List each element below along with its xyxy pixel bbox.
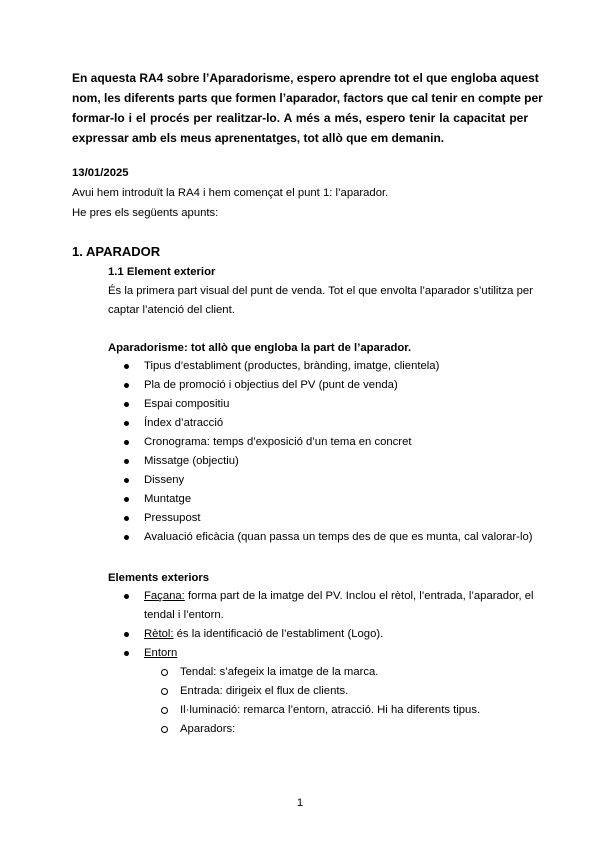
circle-bullet-icon (161, 669, 168, 676)
list-item: Missatge (objectiu) (144, 452, 533, 471)
bullet-icon (124, 440, 129, 445)
page-number: 1 (296, 797, 304, 809)
aparadorisme-list (144, 357, 533, 547)
bullet-icon (124, 478, 129, 483)
list-item: Pressupost (144, 509, 533, 528)
intro-line: expressar amb els meus aprenentatges, tot allò que em demanin. (72, 131, 445, 145)
aparadorisme-heading: Aparadorisme: tot allò que engloba la part de l’aparador. (108, 342, 412, 354)
list-item: Cronograma: temps d’exposició d’un tema en concret (144, 433, 533, 452)
circle-bullet-icon (161, 707, 168, 714)
bullet-icon (124, 535, 129, 540)
list-item: Tipus d’establiment (productes, brànding, imatge, clientela) (144, 357, 533, 376)
bullet-icon (124, 497, 129, 502)
list-item: Avaluació eficàcia (quan passa un temps des de que es munta, cal valorar-lo) (144, 528, 533, 547)
intro-line: nom, les diferents parts que formen l’aparador, factors que cal tenir en compte per (72, 91, 543, 105)
bullet-icon (124, 364, 129, 369)
list-item: Façana: forma part de la imatge del PV. Inclou el rètol, l’entrada, l’aparador, el (144, 587, 534, 606)
bullet-icon (124, 402, 129, 407)
list-item: Disseny (144, 471, 533, 490)
entry-line: Avui hem introduït la RA4 i hem començat el punt 1: l’aparador. (72, 187, 389, 199)
circle-bullet-icon (161, 726, 168, 733)
list-item: Espai compositiu (144, 395, 533, 414)
entry-date: 13/01/2025 (72, 167, 129, 179)
section-title: 1. APARADOR (72, 244, 161, 259)
exteriors-heading: Elements exteriors (108, 572, 210, 584)
sublist-item: Aparadors: (180, 720, 480, 739)
subsection-text: És la primera part visual del punt de venda. Tot el que envolta l’aparador s’utilitza per (108, 285, 533, 297)
sublist-item: Entrada: dirigeix el flux de clients. (180, 682, 480, 701)
bullet-icon (124, 383, 129, 388)
sublist-item: Il·luminació: remarca l’entorn, atracció. Hi ha diferents tipus. (180, 701, 480, 720)
sublist-item: Tendal: s’afegeix la imatge de la marca. (180, 663, 480, 682)
bullet-icon (124, 594, 129, 599)
list-item: Entorn (144, 644, 534, 663)
intro-line: En aquesta RA4 sobre l’Aparadorisme, espero aprendre tot el que engloba aquest (72, 71, 539, 85)
entry-line: He pres els següents apunts: (72, 207, 219, 219)
bullet-icon (124, 516, 129, 521)
list-item: Índex d’atracció (144, 414, 533, 433)
list-item: Pla de promoció i objectius del PV (punt de venda) (144, 376, 533, 395)
bullet-icon (124, 651, 129, 656)
intro-line: formar-lo i el procés per realitzar-lo. A més a més, espero tenir la capacitat per (72, 111, 528, 125)
bullet-icon (124, 421, 129, 426)
subsection-text: captar l’atenció del client. (108, 304, 235, 316)
list-item: Rètol: és la identificació de l’establiment (Logo). (144, 625, 534, 644)
bullet-icon (124, 459, 129, 464)
circle-bullet-icon (161, 688, 168, 695)
bullet-icon (124, 632, 129, 637)
subsection-title: 1.1 Element exterior (108, 266, 216, 278)
list-item-continuation: tendal i l’entorn. (144, 609, 224, 621)
entorn-sublist (180, 663, 480, 739)
exteriors-list (144, 587, 534, 663)
intro-paragraph (72, 68, 543, 148)
list-item: Muntatge (144, 490, 533, 509)
